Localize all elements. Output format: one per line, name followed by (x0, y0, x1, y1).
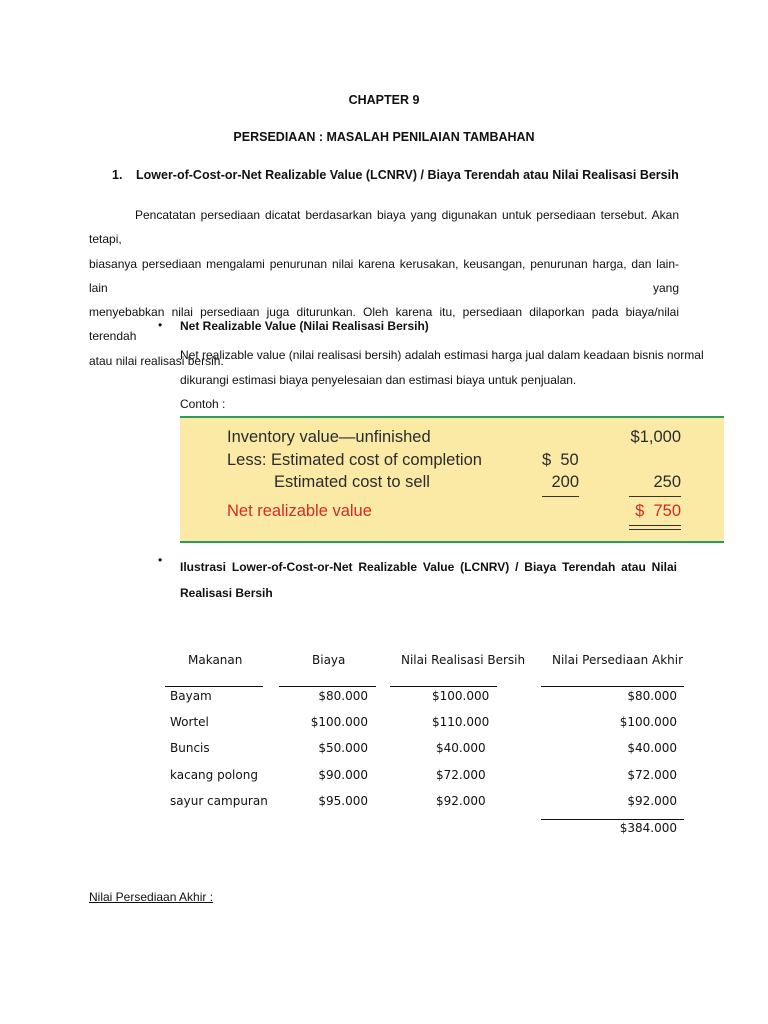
table-header-makanan: Makanan (188, 653, 243, 667)
table-cell: $72.000 (436, 768, 486, 782)
bullet-line: Contoh : (180, 397, 226, 411)
table-cell: $40.000 (436, 741, 486, 755)
table-divider (390, 686, 497, 687)
section-number: 1. (112, 168, 123, 182)
nrv-double-underline (629, 525, 681, 526)
table-cell: $50.000 (318, 741, 368, 755)
table-header-ending: Nilai Persediaan Akhir (552, 653, 684, 667)
table-cell: $95.000 (318, 794, 368, 808)
table-cell: $92.000 (436, 794, 486, 808)
table-cell: Bayam (170, 689, 212, 703)
table-cell: $100.000 (619, 715, 677, 729)
table-header-nrv: Nilai Realisasi Bersih (401, 653, 526, 667)
table-cell: $40.000 (627, 741, 677, 755)
nrv-double-underline (629, 529, 681, 530)
nrv-underline (542, 496, 579, 497)
bullet-icon: • (158, 318, 163, 332)
paragraph-line: Pencatatan persediaan dicatat berdasarkan biaya yang digunakan untuk persediaan tersebut. Akan tetapi, (89, 208, 679, 247)
nrv-underline (629, 496, 681, 497)
ending-inventory-label: Nilai Persediaan Akhir : (89, 890, 214, 904)
paragraph-line: biasanya persediaan mengalami penurunan nilai karena kerusakan, keusangan, penurunan harga, dan lain-lain yang (89, 256, 679, 295)
table-divider (541, 686, 684, 687)
nrv-row4-total: $ 750 (635, 502, 681, 520)
table-total: $384.000 (619, 821, 677, 835)
table-cell: sayur campuran (170, 794, 268, 808)
bullet-line: Net realizable value (nilai realisasi bersih) adalah estimasi harga jual dalam keadaan bisnis normal (180, 348, 704, 362)
table-cell: $92.000 (627, 794, 677, 808)
nrv-row1-label: Inventory value—unfinished (227, 428, 431, 446)
table-cell: $100.000 (432, 689, 490, 703)
nrv-row4-label: Net realizable value (227, 502, 372, 520)
table-divider (165, 686, 263, 687)
paragraph-line: menyebabkan nilai persediaan juga diturunkan. Oleh karena itu, persediaan dilaporkan pada biaya/nilai terendah (89, 305, 679, 344)
table-cell: $72.000 (627, 768, 677, 782)
section-heading (112, 168, 679, 182)
nrv-row2-amount: $ 50 (542, 451, 579, 469)
bullet-heading-line: Ilustrasi Lower-of-Cost-or-Net Realizable Value (LCNRV) / Biaya Terendah atau Nilai (180, 560, 677, 574)
table-header-biaya: Biaya (312, 653, 346, 667)
bullet-icon: • (158, 553, 163, 567)
bullet-heading-line: Realisasi Bersih (180, 586, 273, 600)
bullet-heading-illustration (180, 554, 677, 606)
nrv-row3-amount: 200 (551, 473, 579, 491)
table-cell: kacang polong (170, 768, 258, 782)
nrv-row2-label: Less: Estimated cost of completion (227, 451, 482, 469)
table-total-divider (541, 819, 684, 820)
table-cell: $80.000 (318, 689, 368, 703)
table-cell: $100.000 (310, 715, 368, 729)
paragraph-line: atau nilai realisasi bersih. (89, 353, 224, 368)
bullet-line: dikurangi estimasi biaya penyelesaian dan estimasi biaya untuk penjualan. (180, 372, 577, 387)
table-cell: Wortel (170, 715, 209, 729)
nrv-row3-total: 250 (653, 473, 681, 491)
table-cell: $80.000 (627, 689, 677, 703)
table-cell: Buncis (170, 741, 210, 755)
chapter-subtitle: PERSEDIAAN : MASALAH PENILAIAN TAMBAHAN (233, 130, 535, 144)
bullet-heading-nrv: Net Realizable Value (Nilai Realisasi Bersih) (180, 319, 429, 333)
chapter-title: CHAPTER 9 (348, 93, 420, 107)
bullet-body-nrv (180, 343, 704, 417)
table-cell: $110.000 (432, 715, 490, 729)
table-cell: $90.000 (318, 768, 368, 782)
section-title: Lower-of-Cost-or-Net Realizable Value (LCNRV) / Biaya Terendah atau Nilai Realisasi Bersih (136, 168, 679, 182)
table-divider (279, 686, 376, 687)
nrv-row1-total: $1,000 (630, 428, 681, 446)
nrv-example-box (180, 416, 724, 543)
nrv-row3-label: Estimated cost to sell (274, 473, 430, 491)
